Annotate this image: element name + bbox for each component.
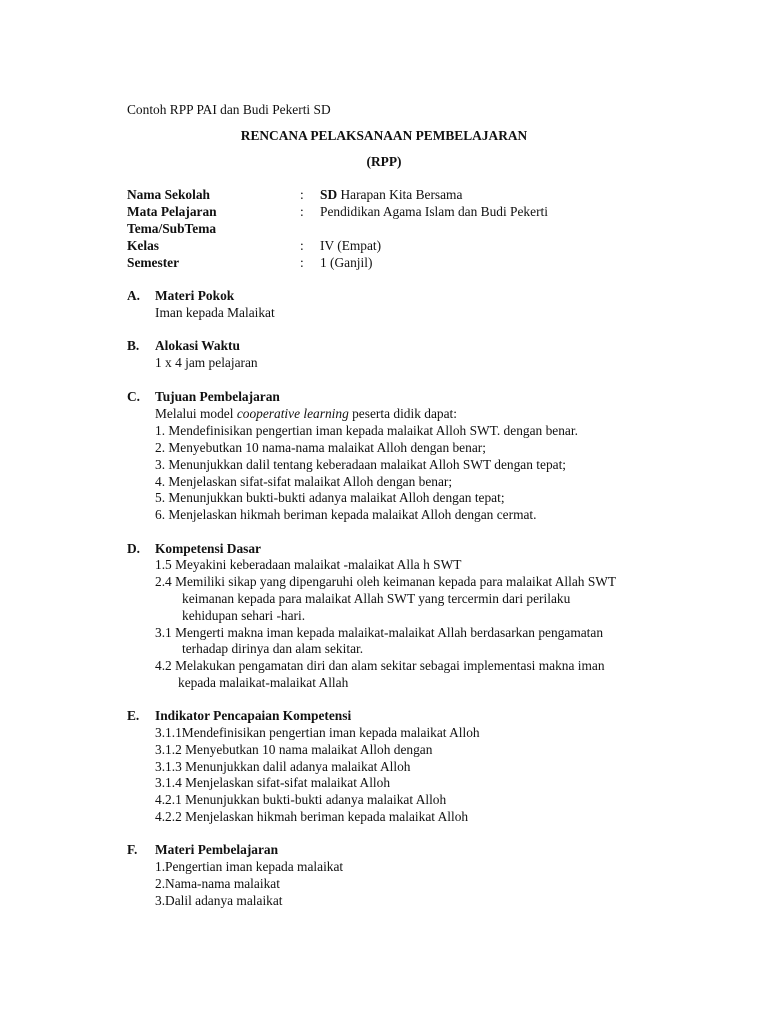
section-intro [155, 406, 457, 423]
document-subtitle: (RPP) [366, 154, 402, 169]
section-letter: A. [127, 288, 141, 303]
section-intro-italic: cooperative learning [236, 406, 349, 421]
identity-label: Kelas [127, 238, 159, 253]
section-intro-pre: Melalui model [155, 406, 237, 421]
section-line: 3.1.4 Menjelaskan sifat-sifat malaikat Alloh [155, 775, 391, 790]
identity-value-text: Harapan Kita Bersama [337, 187, 463, 202]
identity-colon: : [300, 204, 304, 219]
section-letter: F. [127, 842, 138, 857]
section-title: Materi Pembelajaran [155, 842, 279, 857]
identity-label: Tema/SubTema [127, 221, 217, 236]
section-title: Tujuan Pembelajaran [155, 389, 280, 404]
identity-colon: : [300, 238, 304, 253]
section-line: 4.2 Melakukan pengamatan diri dan alam sekitar sebagai implementasi makna iman [155, 658, 605, 673]
section-line: 4.2.2 Menjelaskan hikmah beriman kepada malaikat Alloh [155, 809, 469, 824]
section-line: 3.1.3 Menunjukkan dalil adanya malaikat Alloh [155, 759, 411, 774]
section-title: Indikator Pencapaian Kompetensi [155, 708, 352, 723]
section-line: 5. Menunjukkan bukti-bukti adanya malaikat Alloh dengan tepat; [155, 490, 505, 505]
section-letter: B. [127, 338, 140, 353]
section-line: 1. Mendefinisikan pengertian iman kepada malaikat Alloh SWT. dengan benar. [155, 423, 578, 438]
identity-value [320, 187, 462, 204]
section-line: 1.Pengertian iman kepada malaikat [155, 859, 344, 874]
section-line: 4. Menjelaskan sifat-sifat malaikat Alloh dengan benar; [155, 474, 453, 489]
section-line: 3.1.2 Menyebutkan 10 nama malaikat Alloh dengan [155, 742, 433, 757]
section-line: terhadap dirinya dan alam sekitar. [182, 641, 364, 656]
section-line: 1 x 4 jam pelajaran [155, 355, 258, 370]
section-title: Materi Pokok [155, 288, 235, 303]
section-intro-post: peserta didik dapat: [348, 406, 457, 421]
identity-value-bold: SD [320, 187, 338, 202]
identity-value: IV (Empat) [320, 238, 382, 253]
identity-label: Nama Sekolah [127, 187, 210, 202]
section-line: 3.1.1Mendefinisikan pengertian iman kepada malaikat Alloh [155, 725, 480, 740]
section-line: 6. Menjelaskan hikmah beriman kepada malaikat Alloh dengan cermat. [155, 507, 537, 522]
section-line: kepada malaikat-malaikat Allah [178, 675, 349, 690]
identity-value: 1 (Ganjil) [320, 255, 373, 270]
section-letter: E. [127, 708, 140, 723]
section-line: 2.4 Memiliki sikap yang dipengaruhi oleh keimanan kepada para malaikat Allah SWT [155, 574, 617, 589]
identity-colon: : [300, 255, 304, 270]
section-line: 2.Nama-nama malaikat [155, 876, 280, 891]
section-title: Kompetensi Dasar [155, 541, 262, 556]
section-line: 3.Dalil adanya malaikat [155, 893, 283, 908]
section-line: Iman kepada Malaikat [155, 305, 275, 320]
section-line: 1.5 Meyakini keberadaan malaikat -malaikat Alla h SWT [155, 557, 462, 572]
identity-value: Pendidikan Agama Islam dan Budi Pekerti [320, 204, 548, 219]
identity-label: Semester [127, 255, 180, 270]
section-letter: C. [127, 389, 141, 404]
section-line: kehidupan sehari -hari. [182, 608, 306, 623]
identity-label: Mata Pelajaran [127, 204, 217, 219]
identity-colon: : [300, 187, 304, 202]
section-line: 3.1 Mengerti makna iman kepada malaikat-malaikat Allah berdasarkan pengamatan [155, 625, 604, 640]
document-title: RENCANA PELAKSANAAN PEMBELAJARAN [240, 128, 528, 143]
section-line: 2. Menyebutkan 10 nama-nama malaikat Alloh dengan benar; [155, 440, 486, 455]
section-title: Alokasi Waktu [155, 338, 240, 353]
section-line: 4.2.1 Menunjukkan bukti-bukti adanya malaikat Alloh [155, 792, 447, 807]
section-line: 3. Menunjukkan dalil tentang keberadaan malaikat Alloh SWT dengan tepat; [155, 457, 567, 472]
document-top-line: Contoh RPP PAI dan Budi Pekerti SD [127, 102, 331, 117]
section-letter: D. [127, 541, 141, 556]
section-line: keimanan kepada para malaikat Allah SWT yang tercermin dari perilaku [182, 591, 571, 606]
